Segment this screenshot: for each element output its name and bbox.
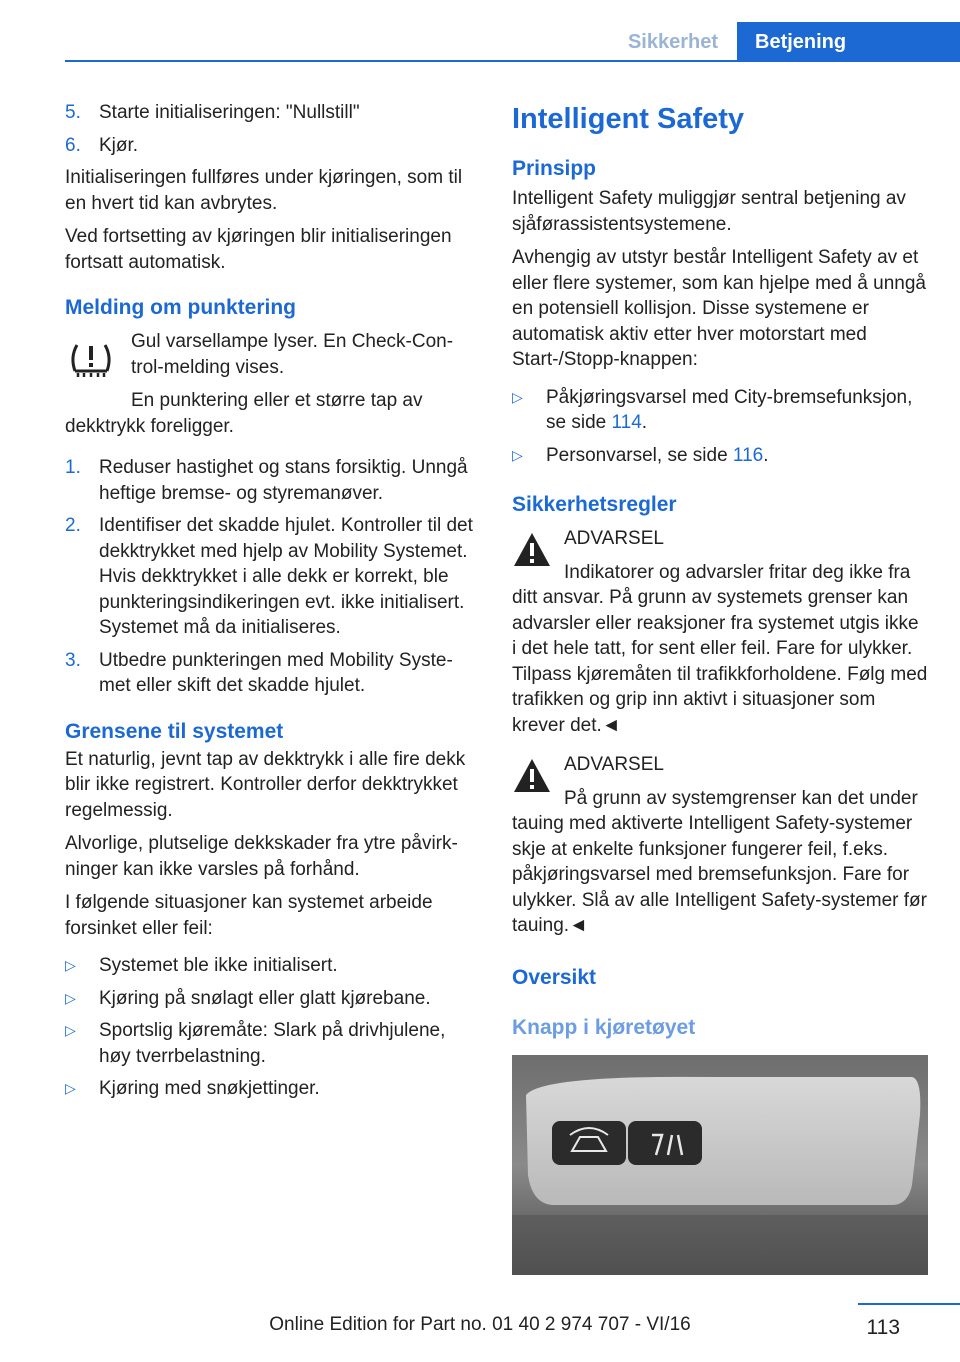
paragraph: Gul varsellampe lyser. En Check-Control-melding vises.: [131, 331, 454, 378]
warning-text: På grunn av systemgrenser kan det under tauing med aktiverte Intelligent Safety-systemer skje at enkelte funksjoner fungerer feil, f.eks. påkjøringsvarsel med bremsefunksjon. Fare for ulykker. Slå av alle Intelligent Safety-systemer før tauing.◄: [512, 787, 927, 936]
list-text: Identifiser det skadde hjulet. Kontroller til det dekktrykket med hjelp av Mobility Systemet. Hvis dekktrykket i alle dekk er korrekt, ble punkteringsindikeringen evt. ikke initialisert. Systemet må da initialiseres.: [99, 515, 473, 638]
bullet-text: Kjøring med snøkjettinger.: [99, 1078, 320, 1099]
bullet-item: [512, 385, 928, 436]
bullet-text: Sportslig kjøremåte: Slark på drivhjulene, høy tverrbelastning.: [99, 1020, 446, 1067]
paragraph: En punktering eller et større tap av dekktrykk foreligger.: [65, 390, 423, 437]
paragraph: Initialiseringen fullføres under kjøringen, som til en hvert tid kan avbrytes.: [65, 167, 463, 214]
heading-limits: Grensene til systemet: [65, 719, 284, 743]
page-header: [0, 0, 960, 62]
bullet-text: Påkjøringsvarsel med City-bremsefunksjon, se side: [546, 386, 913, 433]
warning-text: Indikatorer og advarsler fritar deg ikke fra ditt ansvar. På grunn av systemets grenser kan advarsler eller reaksjoner fra systemet utgis ikke i det hele tatt, for sent eller feil. Fare for ulykker. Tilpass kjøremåten til trafikkforholdene. Følg med trafikken og grip inn aktivt i situasjoner som krever det.◄: [512, 561, 928, 736]
paragraph: I følgende situasjoner kan systemet arbeide forsinket eller feil:: [65, 892, 433, 939]
heading-button-in-vehicle: Knapp i kjøretøyet: [512, 1015, 696, 1039]
header-tab-operation[interactable]: Betjening: [737, 22, 960, 62]
bullet-text: Systemet ble ikke initialisert.: [99, 955, 338, 976]
page-link-116[interactable]: 116: [732, 444, 764, 466]
list-item: [65, 648, 477, 699]
tire-pressure-warning-icon: [65, 333, 117, 385]
page-number: 113: [866, 1316, 900, 1339]
paragraph: Alvorlige, plutselige dekkskader fra ytre påvirkninger kan ikke varsles på forhånd.: [65, 833, 458, 880]
list-number: 6.: [65, 134, 81, 156]
list-text: Reduser hastighet og stans forsiktig. Unngå heftige bremse- og styremanøver.: [99, 457, 468, 504]
list-item: [65, 100, 477, 126]
bullet-end: .: [763, 444, 769, 466]
bullet-triangle-icon: ▷: [65, 989, 76, 1006]
bullet-item: [65, 953, 477, 979]
bullet-triangle-icon: ▷: [65, 1022, 76, 1038]
list-item: [65, 133, 477, 159]
page-link-114[interactable]: 114: [611, 412, 642, 433]
footer-rule: [858, 1303, 960, 1305]
bullet-triangle-icon: ▷: [65, 957, 76, 973]
bullet-item: [65, 1076, 477, 1102]
heading-safety-rules: Sikkerhetsregler: [512, 493, 677, 516]
header-tab-safety[interactable]: Sikkerhet: [627, 31, 719, 53]
section-title: Intelligent Safety: [512, 103, 745, 135]
list-text: Kjør.: [99, 134, 139, 156]
bullet-item: [65, 986, 477, 1012]
bullet-text: Personvarsel, se side: [546, 444, 733, 466]
list-number: 5.: [65, 102, 81, 123]
vehicle-button-photo: [512, 1055, 928, 1275]
edition-footer: Online Edition for Part no. 01 40 2 974 707 - VI/16: [269, 1314, 691, 1335]
bullet-item: [512, 443, 928, 469]
warning-block: [512, 752, 928, 939]
bullet-end: .: [641, 412, 648, 433]
list-text: Starte initialiseringen: "Nullstill": [99, 102, 360, 123]
list-item: [65, 455, 477, 506]
heading-principle: Prinsipp: [512, 157, 597, 180]
bullet-triangle-icon: ▷: [512, 388, 523, 405]
paragraph: Avhengig av utstyr består Intelligent Safety av et eller flere systemer, som kan hjelpe med å unngå en potensiell kollisjon. Disse systemene er automatisk aktiv etter hver motorstart med Start-/Stopp-knappen:: [512, 247, 926, 370]
paragraph: Intelligent Safety muliggjør sentral betjening av sjåførassistentsystemene.: [512, 188, 906, 235]
right-column: [512, 100, 928, 1275]
warning-title: ADVARSEL: [564, 754, 664, 775]
warning-title: ADVARSEL: [564, 528, 664, 549]
list-number: 2.: [65, 515, 81, 536]
paragraph: Et naturlig, jevnt tap av dekktrykk i alle fire dekk blir ikke registrert. Kontroller derfor dekktrykket regelmessig.: [65, 748, 466, 821]
heading-overview: Oversikt: [512, 965, 597, 989]
paragraph: Ved fortsetting av kjøringen blir initialiseringen fortsatt automatisk.: [65, 226, 452, 273]
left-column: [65, 100, 477, 1109]
list-item: [65, 513, 477, 641]
list-text: Utbedre punkteringen med Mobility Systemet eller skift det skadde hjulet.: [99, 649, 453, 696]
list-number: 1.: [65, 457, 81, 478]
warning-triangle-icon: [512, 530, 552, 570]
bullet-triangle-icon: ▷: [65, 1080, 76, 1096]
list-number: 3.: [65, 649, 81, 671]
bullet-triangle-icon: ▷: [512, 446, 523, 463]
bullet-text: Kjøring på snølagt eller glatt kjørebane.: [99, 987, 431, 1009]
puncture-block: [65, 329, 477, 439]
header-rule: [65, 60, 960, 62]
warning-triangle-icon: [512, 756, 552, 796]
warning-block: [512, 526, 928, 738]
bullet-item: [65, 1018, 477, 1069]
heading-puncture: Melding om punktering: [65, 296, 296, 319]
